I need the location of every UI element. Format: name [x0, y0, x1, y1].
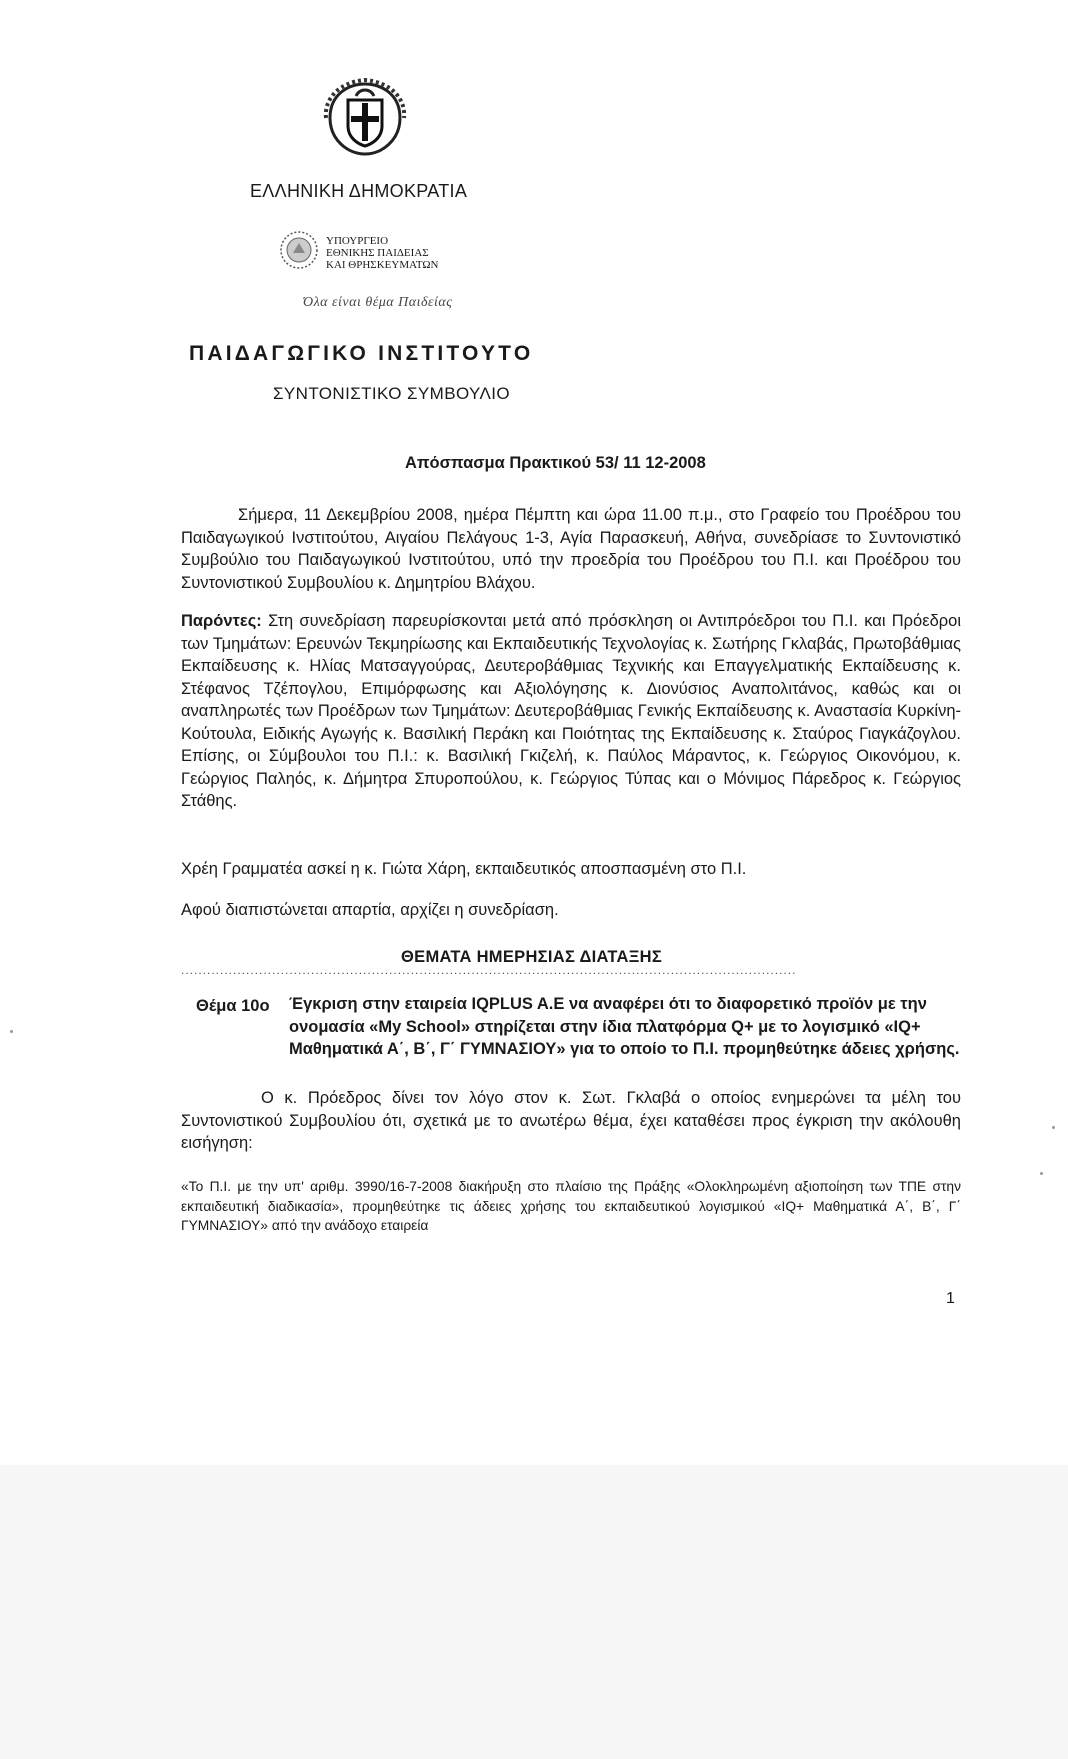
scan-speck	[10, 1030, 13, 1033]
attendees-paragraph	[181, 610, 961, 813]
dotted-separator: ..............................................................................................................................................	[181, 963, 797, 977]
ministry-line: ΚΑΙ ΘΡΗΣΚΕΥΜΑΤΩΝ	[326, 259, 439, 271]
quorum-paragraph: Αφού διαπιστώνεται απαρτία, αρχίζει η συνεδρίαση.	[181, 901, 559, 919]
greek-coat-of-arms-icon	[320, 78, 410, 158]
intro-paragraph: Σήμερα, 11 Δεκεμβρίου 2008, ημέρα Πέμπτη και ώρα 11.00 π.μ., στο Γραφείο του Προέδρου του Παιδαγωγικού Ινστιτούτου, Αιγαίου Πελάγους 1-3, Αγία Παρασκευή, Αθήνα, συνεδρίασε το Συντονιστικό Συμβούλιο του Παιδαγωγικού Ινστιτούτου, υπό την προεδρία του Προέδρου του Π.Ι. και Προέδρου του Συντονιστικού Συμβουλίου κ. Δημητρίου Βλάχου.	[181, 506, 961, 592]
page-number: 1	[946, 1290, 955, 1307]
secretary-paragraph: Χρέη Γραμματέα ασκεί η κ. Γιώτα Χάρη, εκπαιδευτικός αποσπασμένη στο Π.Ι.	[181, 860, 747, 878]
council-heading: ΣΥΝΤΟΝΙΣΤΙΚΟ ΣΥΜΒΟΥΛΙΟ	[273, 384, 511, 403]
ministry-block	[278, 229, 438, 271]
proposal-quote: «Το Π.Ι. με την υπ' αριθμ. 3990/16-7-2008 διακήρυξη στο πλαίσιο της Πράξης «Ολοκληρωμένη αξιοποίηση των ΤΠΕ στην εκπαιδευτική διαδικασία», προμηθεύτηκε τις άδειες χρήσης του εκπαιδευτικού λογισμικού «IQ+ Μαθηματικά Α΄, Β΄, Γ΄ ΓΥΜΝΑΣΙΟΥ» από την ανάδοχο εταιρεία	[181, 1179, 961, 1233]
ministry-line: ΕΘΝΙΚΗΣ ΠΑΙΔΕΙΑΣ	[326, 247, 429, 259]
ministry-motto: Όλα είναι θέμα Παιδείας	[303, 295, 453, 310]
president-statement: Ο κ. Πρόεδρος δίνει τον λόγο στον κ. Σωτ. Γκλαβά ο οποίος ενημερώνει τα μέλη του Συντονιστικού Συμβουλίου ότι, σχετικά με το ανωτέρω θέμα, έχει καταθέσει προς έγκριση την ακόλουθη εισήγηση:	[181, 1089, 961, 1152]
ministry-name	[326, 229, 438, 271]
subject-text: Έγκριση στην εταιρεία IQPLUS A.E να αναφέρει ότι το διαφορετικό προϊόν με την ονομασία «My School» στηρίζεται στην ίδια πλατφόρμα Q+ με το λογισμικό «IQ+ Μαθηματικά Α΄, Β΄, Γ΄ ΓΥΜΝΑΣΙΟΥ» για το οποίο το Π.Ι. προμηθεύτηκε άδειες χρήσης.	[289, 995, 960, 1058]
present-text: Στη συνεδρίαση παρευρίσκονται μετά από πρόσκληση οι Αντιπρόεδροι του Π.Ι. και Πρόεδροι των Τμημάτων: Ερευνών Τεκμηρίωσης και Εκπαιδευτικής Τεχνολογίας κ. Σωτήρης Γκλαβάς, Πρωτοβάθμιας Εκπαίδευσης κ. Ηλίας Ματσαγγούρας, Δευτεροβάθμιας Τεχνικής και Επαγγελματικής Εκπαίδευσης κ. Στέφανος Τζέπογλου, Επιμόρφωσης και Αξιολόγησης κ. Διονύσιος Αναπολιτάνος, καθώς και οι αναπληρωτές των Προέδρων των Τμημάτων: Δευτεροβάθμιας Γενικής Εκπαίδευσης κ. Αναστασία Κυρκίνη-Κούτουλα, Ειδικής Αγωγής κ. Βασιλική Περάκη και Ποιότητας της Εκπαίδευσης κ. Σταύρος Γιαγκάζογλου. Επίσης, οι Σύμβουλοι του Π.Ι.: κ. Βασιλική Γκιζελή, κ. Παύλος Μάραντος, κ. Γεώργιος Οικονόμου, κ. Γεώργιος Παληός, κ. Δήμητρα Σπυροπούλου, κ. Γεώργιος Τύπας και ο Μόνιμος Πάρεδρος κ. Γεώργιος Στάθης.	[181, 612, 961, 810]
scan-speck	[1052, 1126, 1055, 1129]
ministry-seal-icon	[278, 229, 320, 271]
minutes-extract-title: Απόσπασμα Πρακτικού 53/ 11 12-2008	[405, 454, 706, 472]
ministry-line: ΥΠΟΥΡΓΕΙΟ	[326, 235, 389, 247]
present-label: Παρόντες:	[181, 612, 262, 630]
institute-heading: ΠΑΙΔΑΓΩΓΙΚΟ ΙΝΣΤΙΤΟΥΤΟ	[189, 342, 534, 365]
scan-speck	[1040, 1172, 1043, 1175]
blank-margin	[0, 1465, 1068, 1759]
agenda-heading: ΘΕΜΑΤΑ ΗΜΕΡΗΣΙΑΣ ΔΙΑΤΑΞΗΣ	[401, 948, 663, 966]
subject-label: Θέμα 10ο	[196, 997, 270, 1015]
republic-heading: ΕΛΛΗΝΙΚΗ ΔΗΜΟΚΡΑΤΙΑ	[250, 181, 468, 201]
